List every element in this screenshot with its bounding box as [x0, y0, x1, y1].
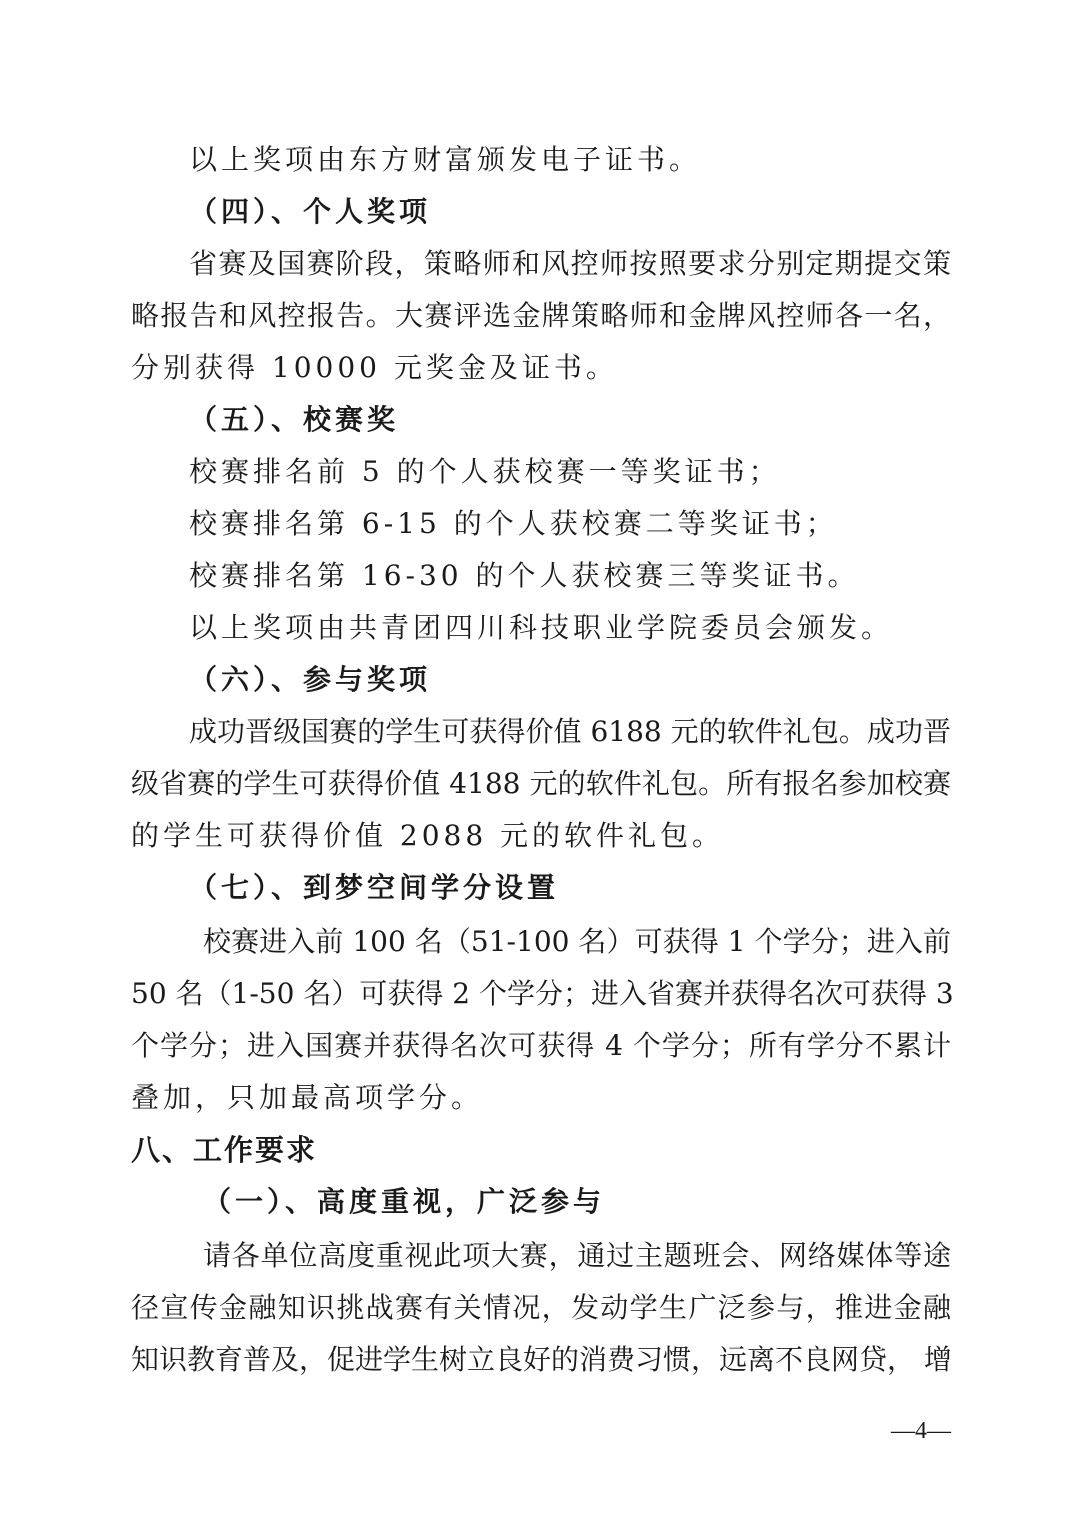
paragraph-line: 略报告和风控报告。大赛评选金牌策略师和金牌风控师各一名，: [131, 299, 951, 332]
section-heading-7: （七）、到梦空间学分设置: [189, 871, 560, 904]
paragraph-line: 校赛排名前 5 的个人获校赛一等奖证书；: [189, 455, 781, 488]
paragraph-line: 叠加，只加最高项学分。: [131, 1081, 484, 1114]
paragraph-line: 径宣传金融知识挑战赛有关情况，发动学生广泛参与，推进金融: [131, 1291, 951, 1324]
paragraph-line: 以上奖项由共青团四川科技职业学院委员会颁发。: [189, 611, 894, 644]
section-heading-6: （六）、参与奖项: [189, 663, 432, 696]
page-number: —4—: [891, 1418, 951, 1444]
paragraph-line: 省赛及国赛阶段，策略师和风控师按照要求分别定期提交策: [189, 247, 951, 280]
paragraph-line: 以上奖项由东方财富颁发电子证书。: [189, 143, 702, 176]
paragraph-line: 级省赛的学生可获得价值 4188 元的软件礼包。所有报名参加校赛: [131, 767, 951, 800]
section-heading-5: （五）、校赛奖: [189, 403, 400, 436]
paragraph-line: 分别获得 10000 元奖金及证书。: [131, 351, 618, 384]
paragraph-line: 校赛排名第 16-30 的个人获校赛三等奖证书。: [189, 559, 860, 592]
paragraph-line: 请各单位高度重视此项大赛，通过主题班会、网络媒体等途: [203, 1239, 951, 1272]
paragraph-line: 成功晋级国赛的学生可获得价值 6188 元的软件礼包。成功晋: [189, 715, 951, 748]
chapter-heading-8: 八、工作要求: [131, 1133, 318, 1167]
section-heading-4: （四）、个人奖项: [189, 195, 432, 228]
paragraph-line: 的学生可获得价值 2088 元的软件礼包。: [131, 819, 725, 852]
paragraph-line: 个学分；进入国赛并获得名次可获得 4 个学分；所有学分不累计: [131, 1029, 951, 1062]
paragraph-line: 50 名（1-50 名）可获得 2 个学分；进入省赛并获得名次可获得 3: [131, 977, 954, 1010]
section-heading-8-1: （一）、高度重视，广泛参与: [203, 1185, 606, 1218]
paragraph-line: 校赛进入前 100 名（51-100 名）可获得 1 个学分；进入前: [203, 925, 951, 958]
paragraph-line: 校赛排名第 6-15 的个人获校赛二等奖证书；: [189, 507, 838, 540]
paragraph-line: 知识教育普及，促进学生树立良好的消费习惯，远离不良网贷， 增: [131, 1343, 952, 1376]
